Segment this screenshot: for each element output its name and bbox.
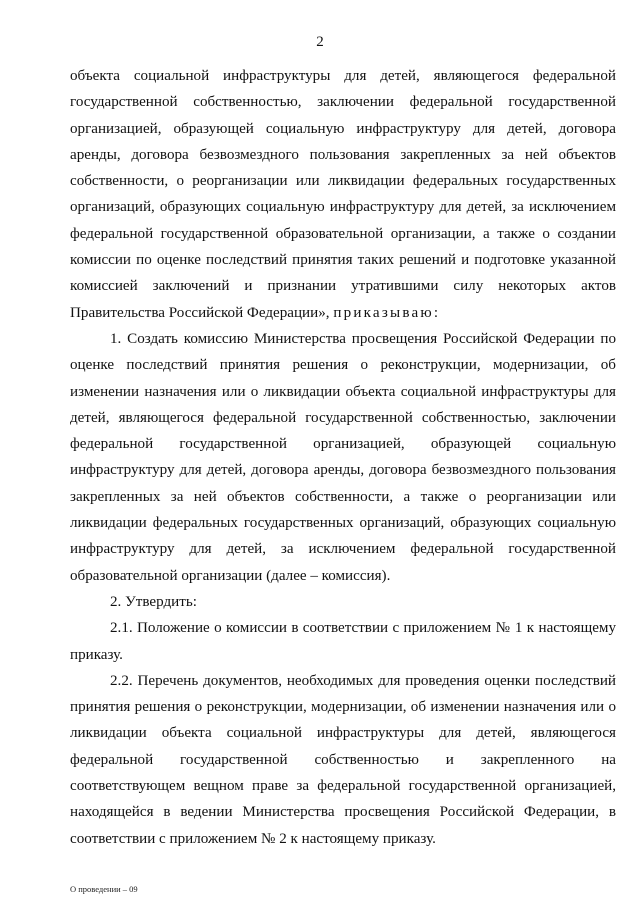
- footer-note: О проведении – 09: [70, 884, 138, 894]
- item-2-paragraph: 2. Утвердить:: [110, 593, 197, 610]
- intro-text: объекта социальной инфраструктуры для детей, являющегося федеральной государственной собственностью, заключении федеральной государственной организацией, образующей социальную инфраструктуру для детей, договора аренды, договора безвозмездного пользования закрепленных за ней объектов собственности, о реорганизации или ликвидации федеральных государственных организаций, образующих социальную инфраструктуру для детей, за исключением федеральной государственной образовательной организации, а также о создании комиссии по оценке последствий принятия таких решений и подготовке указанной комиссией заключений и признании утратившими силу некоторых актов Правительства Российской Федерации»,: [70, 68, 616, 321]
- item-2-2-paragraph: 2.2. Перечень документов, необходимых для проведения оценки последствий принятия решения о реконструкции, модернизации, об изменении назначения или о ликвидации объекта социальной инфраструктуры для детей, являющегося федеральной государственной собственностью и закрепленного на соответствующем вещном праве за федеральной государственной организацией, находящейся в ведении Министерства просвещения Российской Федерации, в соответствии с приложением № 2 к настоящему приказу.: [70, 672, 616, 847]
- page-number: 2: [316, 34, 324, 50]
- item-2-1-paragraph: 2.1. Положение о комиссии в соответствии с приложением № 1 к настоящему приказу.: [70, 620, 616, 663]
- order-word: приказываю:: [333, 304, 441, 321]
- document-body: [70, 63, 616, 852]
- intro-paragraph: [70, 63, 616, 326]
- item-1-paragraph: 1. Создать комиссию Министерства просвещения Российской Федерации по оценке последствий принятия решения о реконструкции, модернизации, об изменении назначения или о ликвидации объекта социальной инфраструктуры для детей, являющегося федеральной государственной собственностью, заключении федеральной государственной организацией, образующей социальную инфраструктуру для детей, договора аренды, договора безвозмездного пользования закрепленных за ней объектов собственности, а также о реорганизации или ликвидации федеральных государственных организаций, образующих социальную инфраструктуру для детей, за исключением федеральной государственной образовательной организации (далее – комиссия).: [70, 330, 616, 584]
